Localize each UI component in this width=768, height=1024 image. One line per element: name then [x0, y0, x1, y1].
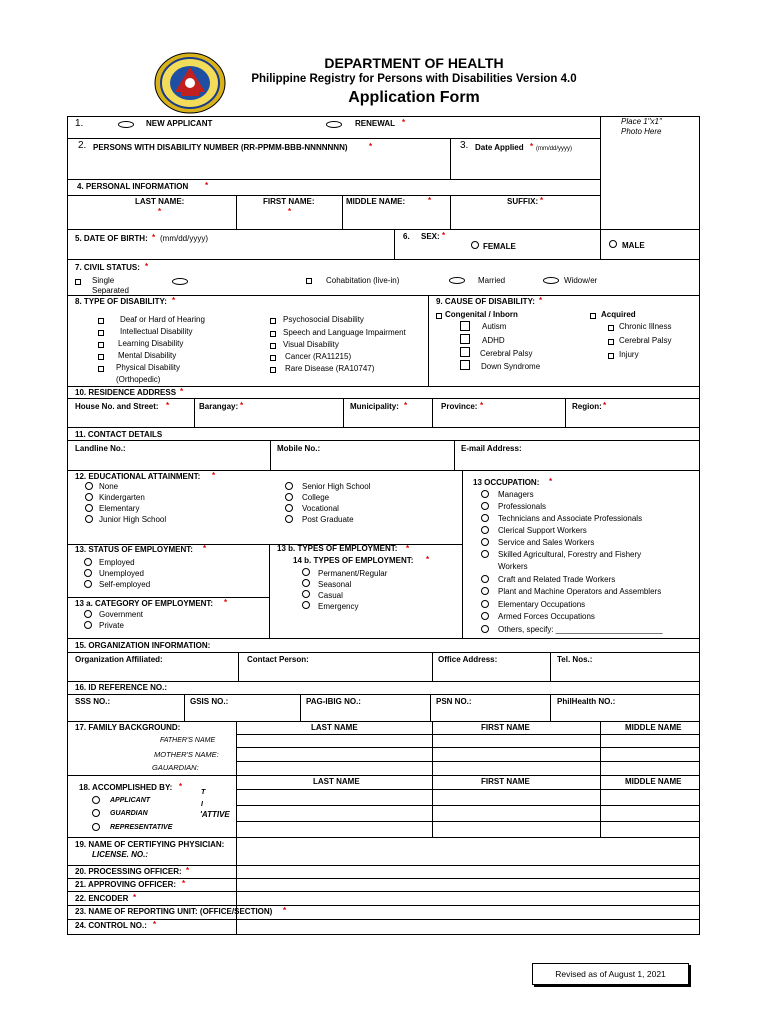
male-label: MALE	[622, 241, 645, 250]
office-address-label: Office Address:	[438, 655, 498, 664]
required-star: *	[530, 142, 534, 151]
col-middle-name: MIDDLE NAME	[625, 723, 682, 732]
employment-category-title: 13 a. CATEGORY OF EMPLOYMENT:	[75, 599, 214, 608]
occupation-radio[interactable]	[481, 538, 489, 546]
disability-option: Speech and Language Impairment	[283, 328, 406, 337]
disability-checkbox[interactable]	[98, 330, 104, 336]
required-star: *	[442, 231, 446, 240]
occupation-option: Armed Forces Occupations	[498, 612, 595, 621]
education-option: Kindergarten	[99, 493, 145, 502]
occupation-option: Craft and Related Trade Workers	[498, 575, 616, 584]
renewal-label: RENEWAL	[355, 119, 395, 128]
occupation-radio[interactable]	[481, 625, 489, 633]
disability-option: Mental Disability	[118, 351, 177, 360]
cause-checkbox[interactable]	[608, 325, 614, 331]
occupation-option: Others, specify: ________________________	[498, 625, 663, 634]
physician-label: 19. NAME OF CERTIFYING PHYSICIAN:	[75, 840, 225, 849]
accomplished-radio[interactable]	[92, 809, 100, 817]
date-applied-field[interactable]	[451, 154, 599, 178]
disability-checkbox[interactable]	[270, 367, 276, 373]
s2-number: 2.	[78, 140, 87, 151]
occupation-radio[interactable]	[481, 526, 489, 534]
occupation-option: Skilled Agricultural, Forestry and Fishery	[498, 550, 642, 559]
required-star: *	[369, 142, 373, 151]
required-star: *	[224, 598, 228, 607]
occupation-radio[interactable]	[481, 575, 489, 583]
contact-person-label: Contact Person:	[247, 655, 309, 664]
required-star: *	[158, 207, 162, 216]
cause-checkbox[interactable]	[460, 360, 470, 370]
disability-checkbox[interactable]	[270, 355, 276, 361]
accomplished-radio[interactable]	[92, 796, 100, 804]
psn-label: PSN NO.:	[436, 697, 472, 706]
required-star: *	[205, 181, 209, 190]
required-star: *	[426, 555, 430, 564]
required-star: *	[166, 401, 170, 410]
email-label: E-mail Address:	[461, 444, 522, 453]
pwd-number-field[interactable]	[68, 154, 449, 178]
widow-radio[interactable]	[543, 277, 559, 284]
department-title: DEPARTMENT OF HEALTH	[324, 55, 504, 71]
education-radio[interactable]	[285, 515, 293, 523]
employment-type-option: Permanent/Regular	[318, 569, 388, 578]
education-radio[interactable]	[85, 515, 93, 523]
types-employment-title: 14 b. TYPES OF EMPLOYMENT:	[293, 556, 414, 565]
required-star: *	[133, 893, 137, 902]
employment-type-radio[interactable]	[302, 579, 310, 587]
occupation-radio[interactable]	[481, 612, 489, 620]
accomplished-option: APPLICANT	[110, 797, 151, 804]
single-checkbox[interactable]	[75, 279, 81, 285]
category-radio[interactable]	[84, 621, 92, 629]
education-option: None	[99, 482, 119, 491]
house-street-label: House No. and Street:	[75, 402, 159, 411]
employment-radio[interactable]	[84, 558, 92, 566]
required-star: *	[212, 471, 216, 480]
education-option: Elementary	[99, 504, 140, 513]
registry-subtitle: Philippine Registry for Persons with Disabilities Version 4.0	[251, 73, 577, 85]
occupation-option: Service and Sales Workers	[498, 538, 595, 547]
photo-area[interactable]	[601, 139, 699, 228]
cause-checkbox[interactable]	[460, 334, 470, 344]
cohab-checkbox[interactable]	[306, 278, 312, 284]
required-star: *	[172, 296, 176, 305]
required-star: *	[539, 296, 543, 305]
required-star: *	[179, 782, 183, 791]
occupation-option: Clerical Support Workers	[498, 526, 587, 535]
accomplished-by-title: 18. ACCOMPLISHED BY:	[79, 783, 173, 792]
married-radio[interactable]	[449, 277, 465, 284]
acquired-label: Acquired	[601, 310, 636, 319]
required-star: *	[603, 401, 607, 410]
cause-checkbox[interactable]	[608, 339, 614, 345]
congenital-option: Autism	[482, 322, 507, 331]
pagibig-label: PAG-IBIG NO.:	[306, 697, 361, 706]
gsis-label: GSIS NO.:	[190, 697, 229, 706]
disability-option-cont: (Orthopedic)	[116, 375, 161, 384]
employment-status-title: 13. STATUS OF EMPLOYMENT:	[75, 545, 193, 554]
education-option: Junior High School	[99, 515, 167, 524]
disability-checkbox[interactable]	[98, 318, 104, 324]
disability-option: Rare Disease (RA10747)	[285, 364, 375, 373]
disability-option: Learning Disability	[118, 339, 184, 348]
residence-title: 10. RESIDENCE ADDRESS	[75, 388, 177, 397]
mobile-label: Mobile No.:	[277, 444, 321, 453]
education-radio[interactable]	[285, 504, 293, 512]
education-radio[interactable]	[285, 482, 293, 490]
revision-box	[532, 963, 689, 985]
region-label: Region:	[572, 402, 602, 411]
required-star: *	[402, 118, 406, 127]
renewal-radio[interactable]	[326, 121, 342, 128]
municipality-label: Municipality:	[350, 402, 399, 411]
required-star: *	[406, 544, 410, 550]
middle-name-label: MIDDLE NAME:	[346, 197, 406, 206]
philhealth-label: PhilHealth NO.:	[557, 697, 616, 706]
education-radio[interactable]	[285, 493, 293, 501]
cohab-label: Cohabitation (live-in)	[326, 276, 400, 285]
occupation-radio[interactable]	[481, 587, 489, 595]
dob-label: 5. DATE OF BIRTH:	[75, 234, 148, 243]
required-star: *	[203, 544, 207, 553]
required-star: *	[549, 477, 553, 486]
required-star: *	[404, 401, 408, 410]
license-label: LICENSE. NO.:	[92, 850, 149, 859]
widow-label: Widow/er	[564, 276, 598, 285]
acquired-option: Injury	[619, 350, 639, 359]
org-affiliated-label: Organization Affiliated:	[75, 655, 163, 664]
required-star: *	[186, 866, 190, 875]
landline-label: Landline No.:	[75, 444, 126, 453]
occupation-option: Plant and Machine Operators and Assemblers	[498, 587, 662, 596]
required-star: *	[182, 879, 186, 888]
accomplished-option: REPRESENTATIVE	[110, 824, 173, 831]
employment-option: Unemployed	[99, 569, 144, 578]
congenital-option: Cerebral Palsy	[480, 349, 533, 358]
occupation-radio[interactable]	[481, 550, 489, 558]
education-radio[interactable]	[85, 493, 93, 501]
family-background-title: 17. FAMILY BACKGROUND:	[75, 723, 181, 732]
female-radio[interactable]	[471, 241, 479, 249]
sss-label: SSS NO.:	[75, 697, 111, 706]
dob-format: (mm/dd/yyyy)	[160, 234, 208, 243]
truncated-text: T	[201, 789, 206, 796]
control-no-label: 24. CONTROL NO.:	[75, 921, 147, 930]
id-reference-title: 16. ID REFERENCE NO.:	[75, 683, 168, 692]
truncated-text: I	[201, 801, 203, 808]
employment-type-radio[interactable]	[302, 601, 310, 609]
father-label: FATHER'S NAME	[160, 737, 216, 744]
occupation-radio[interactable]	[481, 514, 489, 522]
male-radio[interactable]	[609, 240, 617, 248]
col-first-name: FIRST NAME	[481, 723, 530, 732]
guardian-label: GAUARDIAN:	[152, 763, 199, 772]
disability-checkbox[interactable]	[98, 342, 104, 348]
education-option: Post Graduate	[302, 515, 354, 524]
pwd-number-label: PERSONS WITH DISABILITY NUMBER (RR-PPMM-BBB-NNNNNNN)	[93, 143, 348, 152]
photo-placeholder-1: Place 1"x1"	[621, 117, 662, 126]
col-middle-name: MIDDLE NAME	[625, 777, 682, 786]
disability-option: Intellectual Disability	[120, 327, 193, 336]
processing-officer-label: 20. PROCESSING OFFICER:	[75, 867, 182, 876]
s3-number: 3.	[460, 140, 469, 151]
truncated-text: 'ATTIVE	[200, 810, 230, 819]
employment-type-option: Seasonal	[318, 580, 352, 589]
employment-type-radio[interactable]	[302, 590, 310, 598]
contact-title: 11. CONTACT DETAILS	[75, 430, 163, 439]
education-title: 12. EDUCATIONAL ATTAINMENT:	[75, 472, 201, 481]
mother-label: MOTHER'S NAME:	[154, 750, 219, 759]
personal-info-title: 4. PERSONAL INFORMATION	[77, 182, 189, 191]
occupation-title: 13 OCCUPATION:	[473, 478, 540, 487]
encoder-label: 22. ENCODER	[75, 894, 129, 903]
required-star: *	[153, 920, 157, 929]
occupation-radio[interactable]	[481, 490, 489, 498]
disability-option: Psychosocial Disability	[283, 315, 364, 324]
overlapped-heading	[277, 545, 412, 551]
disability-checkbox[interactable]	[98, 354, 104, 360]
new-applicant-label: NEW APPLICANT	[146, 119, 213, 128]
acquired-option: Cerebral Palsy	[619, 336, 672, 345]
employment-radio[interactable]	[84, 569, 92, 577]
required-star: *	[180, 387, 184, 396]
occupation-radio[interactable]	[481, 502, 489, 510]
required-star: *	[283, 906, 287, 915]
disability-option: Cancer (RA11215)	[285, 352, 352, 361]
types-employment-hidden: 13 b. TYPES OF EMPLOYMENT:	[277, 545, 398, 551]
employment-type-option: Emergency	[318, 602, 359, 611]
date-applied-label: Date Applied	[475, 143, 524, 152]
disability-checkbox[interactable]	[98, 366, 104, 372]
new-applicant-radio[interactable]	[118, 121, 134, 128]
employment-option: Employed	[99, 558, 135, 567]
col-last-name: LAST NAME	[311, 723, 358, 732]
required-star: *	[288, 207, 292, 216]
sex-label: SEX:	[421, 232, 440, 241]
required-star: *	[152, 233, 156, 242]
employment-type-option: Casual	[318, 591, 343, 600]
last-name-label: LAST NAME:	[135, 197, 185, 206]
congenital-label: Congenital / Inborn	[445, 310, 518, 319]
separated-radio[interactable]	[172, 278, 188, 285]
employment-type-radio[interactable]	[302, 568, 310, 576]
occupation-option: Professionals	[498, 502, 547, 511]
employment-radio[interactable]	[84, 580, 92, 588]
civil-status-title: 7. CIVIL STATUS:	[75, 263, 140, 272]
s6-number: 6.	[403, 232, 410, 241]
cause-checkbox[interactable]	[608, 353, 614, 359]
category-option: Private	[99, 621, 124, 630]
cause-checkbox[interactable]	[460, 347, 470, 357]
education-option: Senior High School	[302, 482, 371, 491]
date-applied-format: (mm/dd/yyyy)	[536, 146, 572, 152]
type-disability-title: 8. TYPE OF DISABILITY:	[75, 297, 167, 306]
category-radio[interactable]	[84, 610, 92, 618]
congenital-option: ADHD	[482, 336, 505, 345]
col-last-name: LAST NAME	[313, 777, 360, 786]
tel-nos-label: Tel. Nos.:	[557, 655, 593, 664]
disability-option: Visual Disability	[283, 340, 339, 349]
congenital-checkbox[interactable]	[436, 313, 442, 319]
occupation-option: Managers	[498, 490, 534, 499]
province-label: Province:	[441, 402, 478, 411]
approving-officer-label: 21. APPROVING OFFICER:	[75, 880, 177, 889]
acquired-checkbox[interactable]	[590, 313, 596, 319]
category-option: Government	[99, 610, 144, 619]
occupation-option: Elementary Occupations	[498, 600, 586, 609]
accomplished-option: GUARDIAN	[110, 810, 148, 817]
revision-date: Revised as of August 1, 2021	[555, 969, 666, 979]
first-name-label: FIRST NAME:	[263, 197, 315, 206]
congenital-option: Down Syndrome	[481, 362, 541, 371]
col-first-name: FIRST NAME	[481, 777, 530, 786]
acquired-option: Chronic Illness	[619, 322, 672, 331]
barangay-label: Barangay:	[199, 402, 239, 411]
form-title: Application Form	[348, 89, 480, 106]
education-radio[interactable]	[85, 504, 93, 512]
organization-title: 15. ORGANIZATION INFORMATION:	[75, 641, 211, 650]
s1-number: 1.	[75, 118, 84, 129]
education-option: Vocational	[302, 504, 339, 513]
disability-option: Deaf or Hard of Hearing	[120, 315, 205, 324]
employment-option: Self-employed	[99, 580, 151, 589]
disability-checkbox[interactable]	[270, 318, 276, 324]
photo-placeholder-2: Photo Here	[621, 127, 662, 136]
single-label: Single	[92, 276, 115, 285]
occupation-radio[interactable]	[481, 600, 489, 608]
required-star: *	[540, 196, 544, 205]
cause-disability-title: 9. CAUSE OF DISABILITY:	[436, 297, 535, 306]
required-star: *	[240, 401, 244, 410]
suffix-label: SUFFIX:	[507, 197, 539, 206]
disability-checkbox[interactable]	[270, 331, 276, 337]
separated-label: Separated	[92, 286, 129, 295]
reporting-unit-label: 23. NAME OF REPORTING UNIT: (OFFICE/SECTION)	[75, 907, 273, 916]
cause-checkbox[interactable]	[460, 321, 470, 331]
required-star: *	[428, 196, 432, 205]
education-radio[interactable]	[85, 482, 93, 490]
occupation-option-cont: Workers	[498, 562, 528, 571]
required-star: *	[480, 401, 484, 410]
female-label: FEMALE	[483, 242, 516, 251]
education-option: College	[302, 493, 330, 502]
disability-option: Physical Disability	[116, 363, 181, 372]
married-label: Married	[478, 276, 506, 285]
required-star: *	[145, 262, 149, 271]
disability-checkbox[interactable]	[270, 343, 276, 349]
accomplished-radio[interactable]	[92, 823, 100, 831]
occupation-option: Technicians and Associate Professionals	[498, 514, 643, 523]
